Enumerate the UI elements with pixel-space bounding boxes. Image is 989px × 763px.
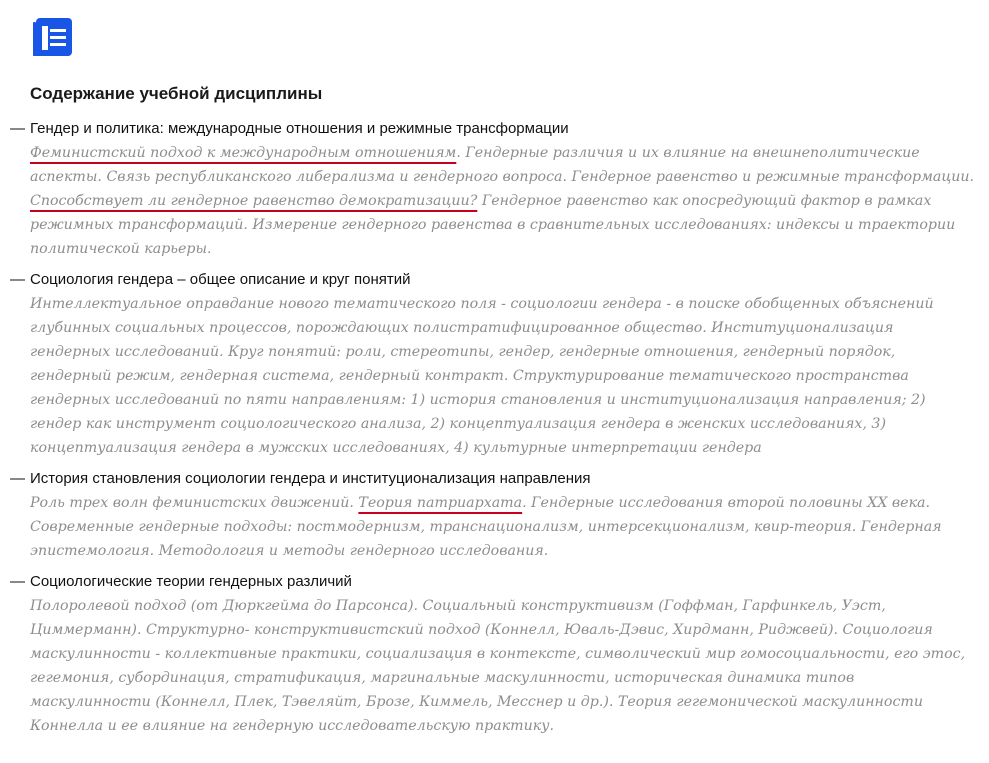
- topic-item: [10, 573, 975, 738]
- description-text: Роль трех волн феминистских движений.: [30, 495, 359, 511]
- page-title: Содержание учебной дисциплины: [30, 84, 323, 103]
- description-text: . Гендерные исследования второй половины XX века. Современные гендерные подходы: постмодернизм, транснационализм, интерсекционализм, квир-теория. Гендерная эпистемология. Методология и методы гендерного исследования.: [30, 495, 942, 559]
- topic-description: [30, 594, 975, 738]
- topic-heading-text: Социология гендера – общее описание и круг понятий: [30, 271, 411, 288]
- description-text: Гендерное равенство как опосредующий фактор в рамках режимных трансформаций. Измерение гендерного равенства в сравнительных исследованиях: индексы и траектории политической карьеры.: [30, 193, 956, 257]
- highlighted-phrase: Способствует ли гендерное равенство демократизации?: [30, 193, 478, 209]
- topic-heading: [10, 470, 975, 488]
- document-list-icon: [33, 18, 73, 58]
- topic-description: [30, 292, 975, 460]
- topic-item: [10, 271, 975, 460]
- highlighted-phrase: Феминистский подход к международным отношениям: [30, 145, 457, 161]
- dash-marker: —: [10, 573, 25, 590]
- topic-heading-text: Гендер и политика: международные отношения и режимные трансформации: [30, 120, 569, 137]
- topic-heading: [10, 271, 975, 289]
- topic-list: [10, 120, 975, 738]
- topic-item: [10, 470, 975, 563]
- highlighted-phrase: Теория патриархата: [358, 495, 523, 511]
- topic-description: [30, 141, 975, 261]
- topic-heading: [10, 573, 975, 591]
- topic-heading: [10, 120, 975, 138]
- description-text: Полоролевой подход (от Дюркгейма до Парсонса). Социальный конструктивизм (Гоффман, Гарфинкель, Уэст, Циммерманн). Структурно- конструктивистский подход (Коннелл, Юваль-Дэвис, Хирдманн, Риджвей). Социология маскулинности - коллективные практики, социализация в контексте, символический мир гомосоциальности, его этос, гегемония, субординация, стратификация, маргинальные маскулинности, историческая динамика типов маскулинности (Коннелл, Плек, Тэвеляйт, Брозе, Киммель, Месснер и др.). Теория гегемонической маскулинности Коннелла и ее влияние на гендерную исследовательскую практику.: [30, 598, 966, 734]
- description-text: Интеллектуальное оправдание нового тематического поля - социологии гендера - в поиске обобщенных объяснений глубинных социальных процессов, порождающих полистратифицированное общество. Институционализация гендерных исследований. Круг понятий: роли, стереотипы, гендер, гендерные отношения, гендерный порядок, гендерный режим, гендерная система, гендерный контракт. Структурирование тематического пространства гендерных исследований по пяти направлениям: 1) история становления и институционализация направления; 2) гендер как инструмент социологического анализа, 2) концептуализация гендера в женских исследованиях, 3) концептуализация гендера в мужских исследованиях, 4) культурные интерпретации гендера: [30, 296, 934, 456]
- description-text: . Гендерные различия и их влияние на внешнеполитические аспекты. Связь республиканского либерализма и гендерного вопроса. Гендерное равенство и режимные трансформации.: [30, 145, 975, 185]
- dash-marker: —: [10, 470, 25, 487]
- topic-item: [10, 120, 975, 261]
- dash-marker: —: [10, 120, 25, 137]
- topic-heading-text: История становления социологии гендера и институционализация направления: [30, 470, 591, 487]
- topic-heading-text: Социологические теории гендерных различий: [30, 573, 352, 590]
- dash-marker: —: [10, 271, 25, 288]
- topic-description: [30, 491, 975, 563]
